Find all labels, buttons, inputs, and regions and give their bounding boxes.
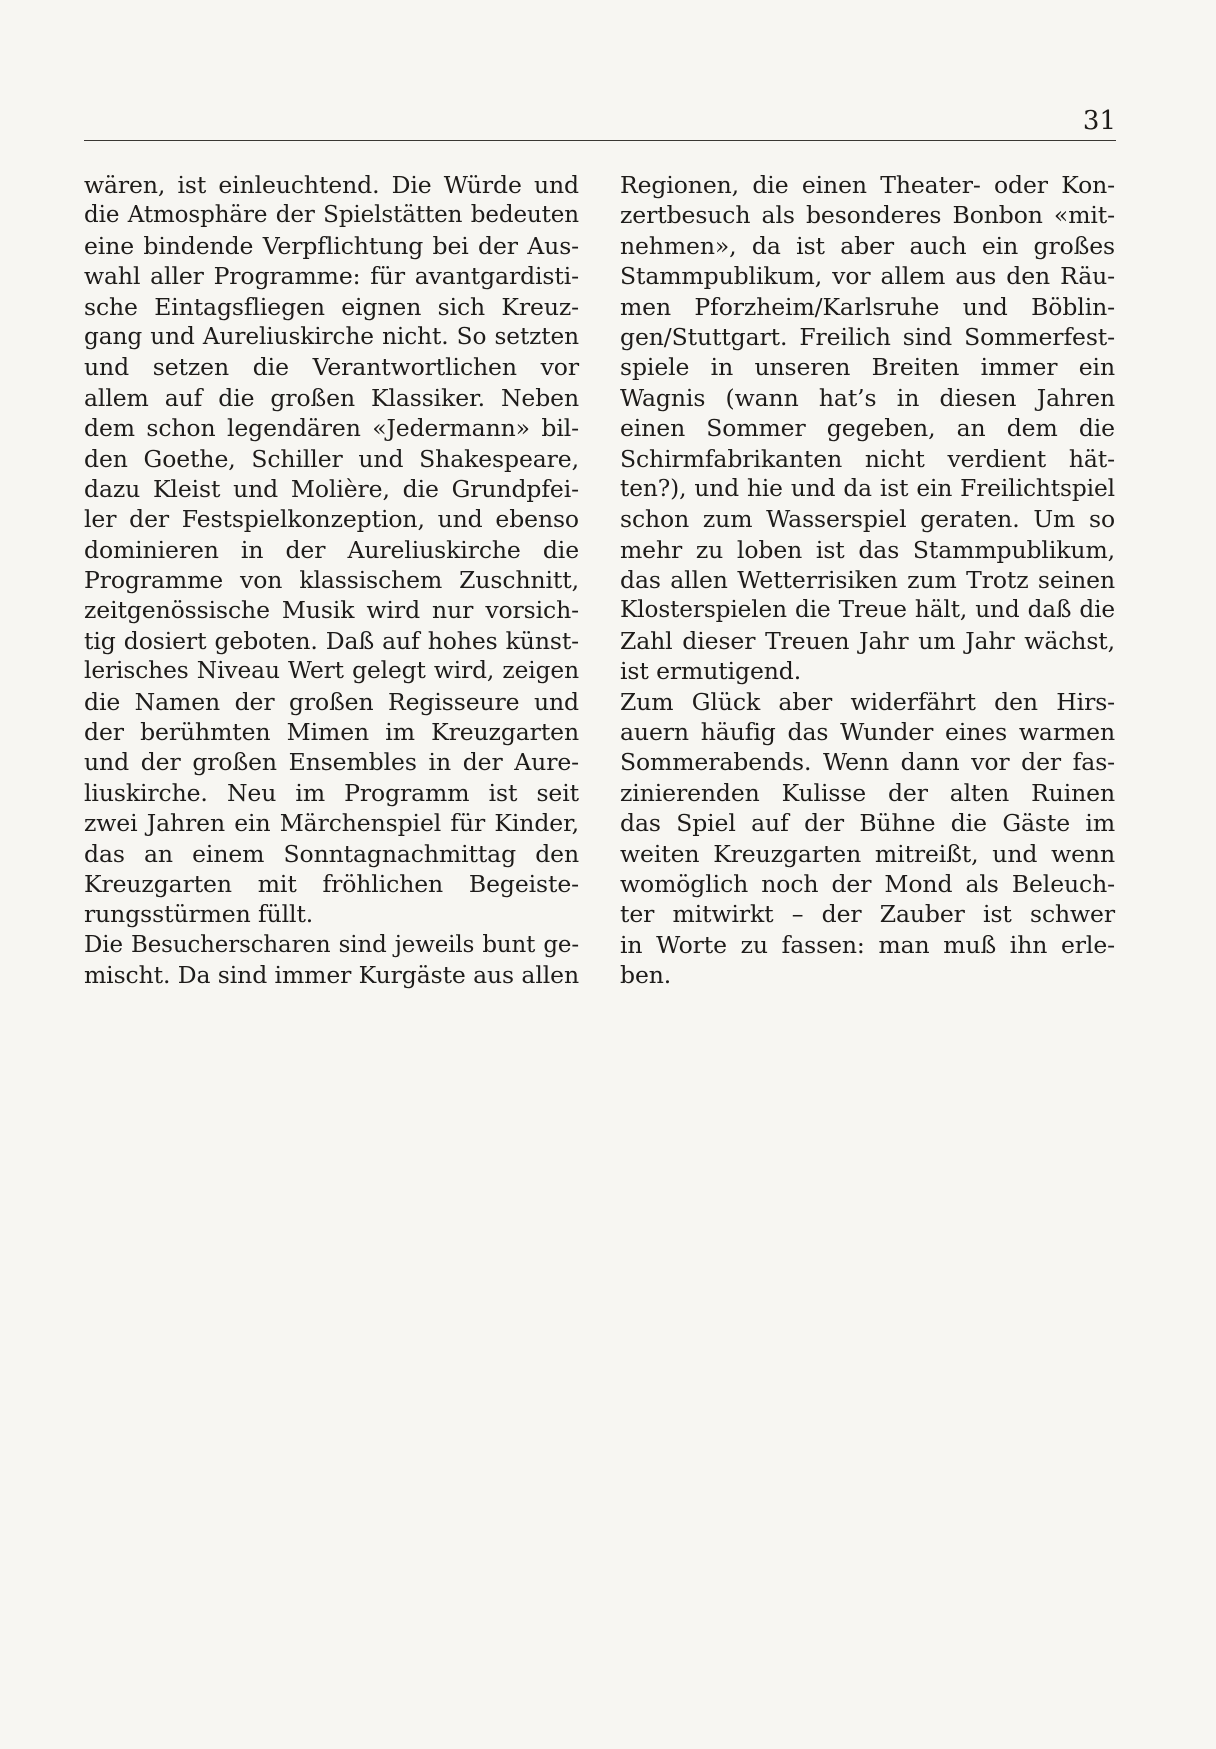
- text-line: und setzen die Verantwortlichen vor: [84, 353, 579, 382]
- text-line: sche Eintagsfliegen eignen sich Kreuz-: [84, 292, 579, 321]
- text-line: Die Besucherscharen sind jeweils bunt ge-: [84, 931, 579, 958]
- text-line: ist ermutigend.: [620, 657, 802, 686]
- text-line: nehmen», da ist aber auch ein großes: [620, 231, 1115, 260]
- text-line: einen Sommer gegeben, an dem die: [620, 414, 1115, 443]
- text-line: ter mitwirkt – der Zauber ist schwer: [620, 900, 1115, 929]
- text-line: schon zum Wasserspiel geraten. Um so: [620, 505, 1115, 534]
- text-line: Stammpublikum, vor allem aus den Räu-: [620, 262, 1115, 291]
- text-line: wären, ist einleuchtend. Die Würde und: [84, 171, 579, 199]
- text-line: allem auf die großen Klassiker. Neben: [84, 383, 579, 412]
- text-line: der berühmten Mimen im Kreuzgarten: [84, 718, 579, 747]
- text-line: Wagnis (wann hat’s in diesen Jahren: [620, 383, 1115, 412]
- text-line: Zahl dieser Treuen Jahr um Jahr wächst,: [620, 626, 1115, 655]
- text-line: weiten Kreuzgarten mitreißt, und wenn: [620, 839, 1115, 868]
- text-line: Kreuzgarten mit fröhlichen Begeiste-: [84, 869, 579, 898]
- text-line: rungsstürmen füllt.: [84, 900, 314, 929]
- text-line: wahl aller Programme: für avantgardisti-: [84, 262, 579, 291]
- text-line: eine bindende Verpflichtung bei der Aus-: [84, 231, 579, 260]
- text-line: ler der Festspielkonzeption, und ebenso: [84, 505, 579, 534]
- text-line: die Atmosphäre der Spielstätten bedeuten: [84, 202, 579, 229]
- text-line: die Namen der großen Regisseure und: [84, 687, 579, 716]
- text-line: dominieren in der Aureliuskirche die: [84, 535, 579, 564]
- text-line: ten?), und hie und da ist ein Freilichtspiel: [620, 474, 1115, 502]
- text-line: zinierenden Kulisse der alten Ruinen: [620, 778, 1115, 807]
- text-line: tig dosiert geboten. Daß auf hohes künst-: [84, 626, 579, 655]
- text-line: Klosterspielen die Treue hält, und daß die: [620, 597, 1115, 624]
- text-line: liuskirche. Neu im Programm ist seit: [84, 778, 579, 807]
- text-line: womöglich noch der Mond als Beleuch-: [620, 869, 1115, 898]
- text-line: das Spiel auf der Bühne die Gäste im: [620, 809, 1115, 838]
- header-rule: [84, 140, 1116, 141]
- text-line: Programme von klassischem Zuschnitt,: [84, 566, 579, 595]
- text-line: zertbesuch als besonderes Bonbon «mit-: [620, 201, 1115, 230]
- text-line: auern häufig das Wunder eines warmen: [620, 718, 1115, 747]
- text-line: ben.: [620, 961, 672, 990]
- text-line: den Goethe, Schiller und Shakespeare,: [84, 444, 579, 473]
- text-line: und der großen Ensembles in der Aure-: [84, 748, 579, 777]
- text-line: Zum Glück aber widerfährt den Hirs-: [620, 687, 1115, 716]
- text-line: gang und Aureliuskirche nicht. So setzten: [84, 322, 579, 350]
- text-line: spiele in unseren Breiten immer ein: [620, 353, 1115, 382]
- text-line: in Worte zu fassen: man muß ihn erle-: [620, 930, 1115, 959]
- text-line: zwei Jahren ein Märchenspiel für Kinder,: [84, 809, 579, 838]
- text-line: das an einem Sonntagnachmittag den: [84, 839, 579, 868]
- right-column: [620, 170, 1115, 991]
- text-line: men Pforzheim/Karlsruhe und Böblin-: [620, 292, 1115, 321]
- text-line: Regionen, die einen Theater- oder Kon-: [620, 171, 1115, 199]
- text-line: Sommerabends. Wenn dann vor der fas-: [620, 748, 1115, 777]
- left-column: [84, 170, 579, 991]
- text-line: Schirmfabrikanten nicht verdient hät-: [620, 444, 1115, 473]
- text-line: zeitgenössische Musik wird nur vorsich-: [84, 596, 579, 625]
- page-number: 31: [1082, 106, 1116, 136]
- text-line: mischt. Da sind immer Kurgäste aus allen: [84, 961, 579, 990]
- text-line: dazu Kleist und Molière, die Grundpfei-: [84, 474, 579, 503]
- text-line: mehr zu loben ist das Stammpublikum,: [620, 535, 1115, 564]
- text-line: lerisches Niveau Wert gelegt wird, zeigen: [84, 657, 579, 685]
- text-line: gen/Stuttgart. Freilich sind Sommerfest-: [620, 322, 1115, 351]
- text-line: dem schon legendären «Jedermann» bil-: [84, 414, 579, 443]
- text-line: das allen Wetterrisiken zum Trotz seinen: [620, 566, 1115, 595]
